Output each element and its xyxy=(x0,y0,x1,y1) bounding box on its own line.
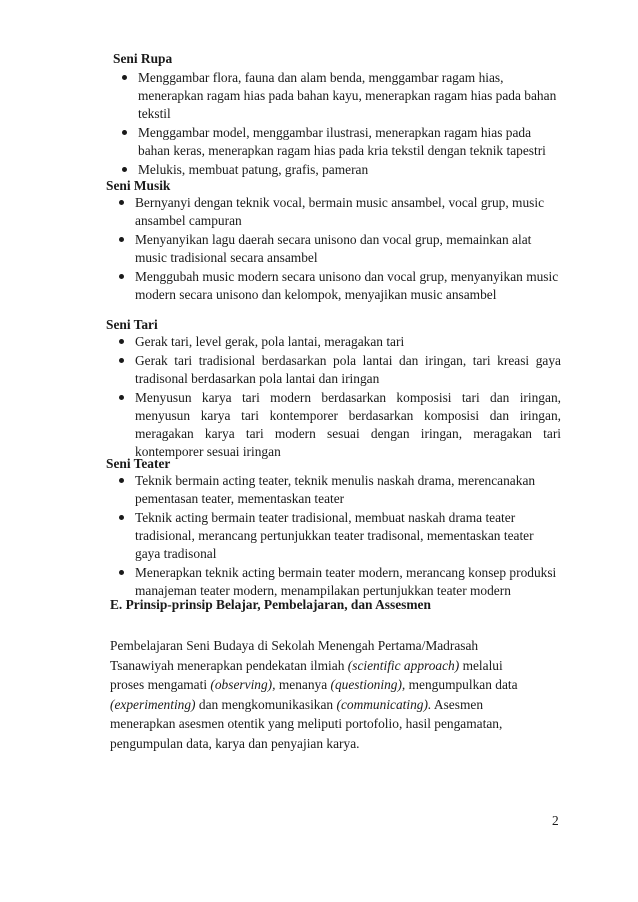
list-item: Menggambar flora, fauna dan alam benda, menggambar ragam hias, menerapkan ragam hias pada bahan kayu, menerapkan ragam hias pada bahan tekstil xyxy=(121,69,561,123)
section-heading-seni-teater: Seni Teater xyxy=(106,456,171,471)
page-number: 2 xyxy=(552,813,559,828)
list-item: Gerak tari tradisional berdasarkan pola lantai dan iringan, tari kreasi gaya tradisonal berdasarkan pola lantai dan iringan xyxy=(118,352,561,388)
section-heading-seni-musik: Seni Musik xyxy=(106,178,171,193)
list-item: Teknik acting bermain teater tradisional, membuat naskah drama teater tradisional, merancang pertunjukkan teater tradisonal, mementaskan teater gaya tradisonal xyxy=(118,509,561,563)
seni-teater-list xyxy=(118,472,561,601)
list-item: Menyanyikan lagu daerah secara unisono dan vocal grup, memainkan alat music tradisional secara ansambel xyxy=(118,231,561,267)
list-item: Melukis, membuat patung, grafis, pameran xyxy=(121,161,561,179)
list-item: Menyusun karya tari modern berdasarkan komposisi tari dan iringan, menyusun karya tari kontemporer berdasarkan komposisi dan iringan, meragakan karya tari modern sesuai dengan iringan, meragakan tari kontemporer sesuai iringan xyxy=(118,389,561,461)
list-item: Menggambar model, menggambar ilustrasi, menerapkan ragam hias pada bahan keras, menerapkan ragam hias pada kria tekstil dengan teknik tapestri xyxy=(121,124,561,160)
list-item: Menggubah music modern secara unisono dan vocal grup, menyanyikan music modern secara unisono dan kelompok, menyajikan music ansambel xyxy=(118,268,561,304)
section-heading-seni-rupa: Seni Rupa xyxy=(113,51,173,66)
list-item: Menerapkan teknik acting bermain teater modern, merancang konsep produksi manajeman teater modern, menampilakan pertunjukkan teater modern xyxy=(118,564,561,600)
section-heading-e: E. Prinsip-prinsip Belajar, Pembelajaran, dan Assesmen xyxy=(110,597,431,612)
seni-rupa-list xyxy=(121,69,561,180)
list-item: Bernyanyi dengan teknik vocal, bermain music ansambel, vocal grup, music ansambel campuran xyxy=(118,194,561,230)
list-item: Teknik bermain acting teater, teknik menulis naskah drama, merencanakan pementasan teater, mementaskan teater xyxy=(118,472,561,508)
section-e-paragraph: Pembelajaran Seni Budaya di Sekolah Menengah Pertama/Madrasah Tsanawiyah menerapkan pendekatan ilmiah (scientific approach) melalui proses mengamati (observing), menanya (questioning), mengumpulkan data (experimenting) dan mengkomunikasikan (communicating). Asesmen menerapkan asesmen otentik yang meliputi portofolio, hasil pengamatan, pengumpulan data, karya dan penyajian karya. xyxy=(110,638,518,751)
seni-tari-list xyxy=(118,333,561,462)
list-item: Gerak tari, level gerak, pola lantai, meragakan tari xyxy=(118,333,561,351)
section-heading-seni-tari: Seni Tari xyxy=(106,317,158,332)
seni-musik-list xyxy=(118,194,561,305)
